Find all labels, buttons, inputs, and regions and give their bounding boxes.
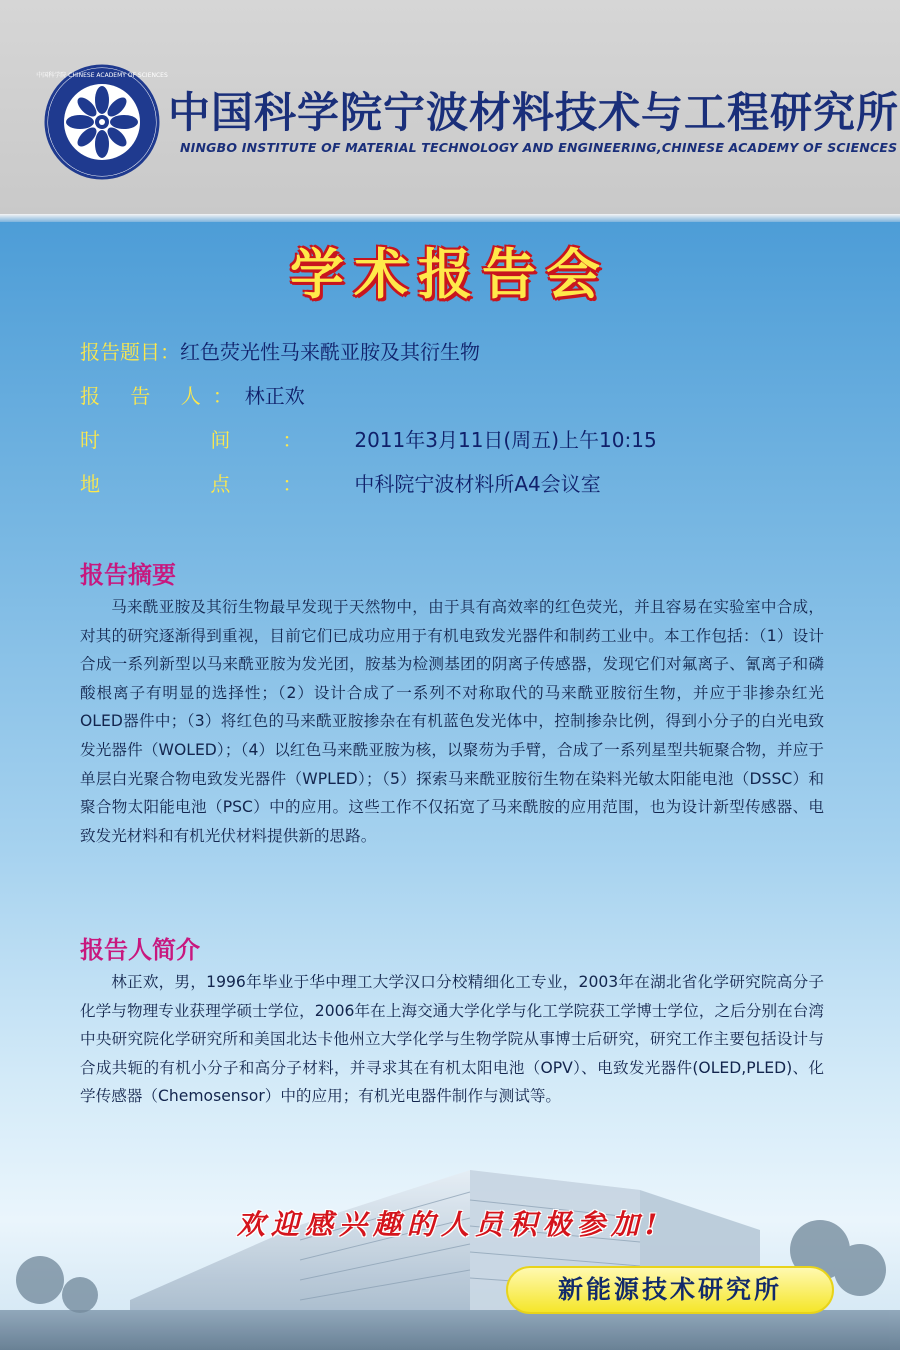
place-label: 地 点： <box>80 472 355 496</box>
logo-text: 中国科学院 CHINESE ACADEMY OF SCIENCES <box>36 72 168 79</box>
institute-name-en: NINGBO INSTITUTE OF MATERIAL TECHNOLOGY AND ENGINEERING,CHINESE ACADEMY OF SCIENCES <box>180 140 898 155</box>
header-banner <box>0 0 900 214</box>
topic-label: 报告题目： <box>80 340 180 364</box>
welcome-message: 欢迎感兴趣的人员积极参加! <box>236 1208 664 1241</box>
time-label: 时 间： <box>80 428 355 452</box>
organizer-badge: 新能源技术研究所 <box>506 1266 834 1314</box>
time-row <box>80 425 657 455</box>
cas-logo <box>36 64 168 180</box>
topic-row <box>80 337 480 367</box>
place-row <box>80 469 601 499</box>
abstract-heading: 报告摘要 <box>80 561 176 589</box>
topic-value: 红色荧光性马来酰亚胺及其衍生物 <box>180 340 480 364</box>
bio-text: 林正欢，男，1996年毕业于华中理工大学汉口分校精细化工专业，2003年在湖北省化学研究院高分子化学与物理专业获理学硕士学位，2006年在上海交通大学化学与化工学院获工学博士学位，之后分别在台湾中央研究院化学研究所和美国北达卡他州立大学化学与生物学院从事博士后研究，研究工作主要包括设计与合成共轭的有机小分子和高分子材料，并寻求其在有机太阳电池（OPV）、电致发光器件(OLED,PLED)、化学传感器（Chemosensor）中的应用；有机光电器件制作与测试等。 <box>80 973 824 1106</box>
place-value: 中科院宁波材料所A4会议室 <box>354 472 601 496</box>
speaker-value: 林正欢 <box>244 384 305 408</box>
header-divider <box>0 214 900 222</box>
speaker-label: 报 告 人： <box>80 384 245 408</box>
institute-name-cn: 中国科学院宁波材料技术与工程研究所 <box>168 88 900 137</box>
bio-heading: 报告人简介 <box>80 936 200 964</box>
time-value: 2011年3月11日(周五)上午10:15 <box>354 428 657 452</box>
abstract-text: 马来酰亚胺及其衍生物最早发现于天然物中，由于具有高效率的红色荧光，并且容易在实验室中合成，对其的研究逐渐得到重视，目前它们已成功应用于有机电致发光器件和制药工业中。本工作包括：（1）设计合成一系列新型以马来酰亚胺为发光团，胺基为检测基团的阴离子传感器，发现它们对氟离子、氰离子和磷酸根离子有明显的选择性；（2）设计合成了一系列不对称取代的马来酰亚胺衍生物，并应于非掺杂红光OLED器件中；（3）将红色的马来酰亚胺掺杂在有机蓝色发光体中，控制掺杂比例，得到小分子的白光电致发光器件（WOLED）；（4）以红色马来酰亚胺为核，以聚芴为手臂，合成了一系列星型共轭聚合物，并应于单层白光聚合物电致发光器件（WPLED）；（5）探索马来酰亚胺衍生物在染料光敏太阳能电池（DSSC）和聚合物太阳能电池（PSC）中的应用。这些工作不仅拓宽了马来酰胺的应用范围，也为设计新型传感器、电致发光材料和有机光伏材料提供新的思路。 <box>80 598 824 845</box>
speaker-row <box>80 381 305 411</box>
page-title: 学术报告会 <box>290 242 610 306</box>
